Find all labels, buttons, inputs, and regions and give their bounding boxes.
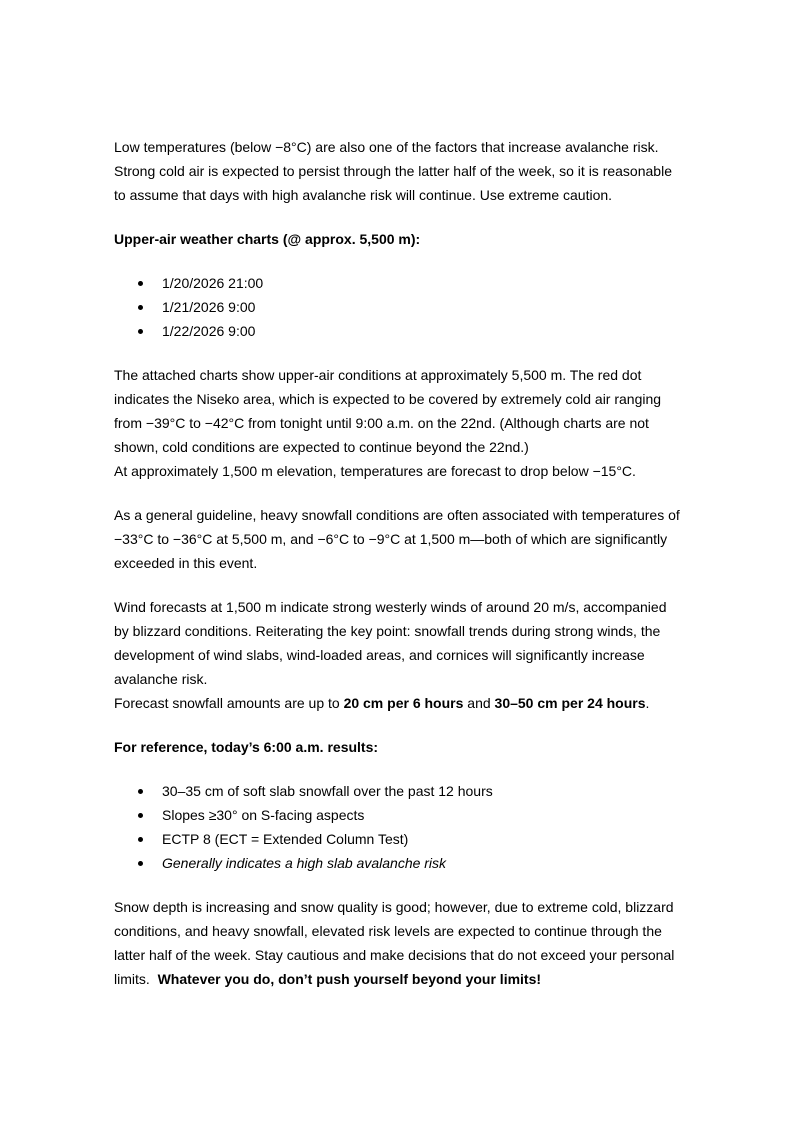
text-segment: . bbox=[645, 695, 650, 711]
text-line: from −39°C to −42°C from tonight until 9:00 a.m. on the 22nd. (Although charts are not bbox=[114, 415, 649, 431]
text-line: by blizzard conditions. Reiterating the key point: snowfall trends during strong winds, the bbox=[114, 623, 661, 639]
paragraph-wind bbox=[114, 595, 694, 715]
text-segment: Forecast snowfall amounts are up to bbox=[114, 695, 344, 711]
list-item: Slopes ≥30° on S-facing aspects bbox=[162, 803, 694, 827]
document-page bbox=[114, 135, 694, 1011]
list-item: ECTP 8 (ECT = Extended Column Test) bbox=[162, 827, 694, 851]
text-line: −33°C to −36°C at 5,500 m, and −6°C to −9°C at 1,500 m—both of which are significantly bbox=[114, 531, 668, 547]
text-segment: limits. bbox=[114, 971, 158, 987]
paragraph-closing bbox=[114, 895, 694, 991]
list-item: Generally indicates a high slab avalanche risk bbox=[162, 851, 694, 875]
text-line: latter half of the week. Stay cautious and make decisions that do not exceed your personal bbox=[114, 947, 675, 963]
charts-heading: Upper-air weather charts (@ approx. 5,500 m): bbox=[114, 231, 421, 247]
text-line: indicates the Niseko area, which is expected to be covered by extremely cold air ranging bbox=[114, 391, 662, 407]
list-item: 1/21/2026 9:00 bbox=[162, 295, 694, 319]
text-line: conditions, and heavy snowfall, elevated risk levels are expected to continue through the bbox=[114, 923, 662, 939]
closing-warning: Whatever you do, don’t push yourself beyond your limits! bbox=[157, 971, 542, 987]
paragraph-guideline bbox=[114, 503, 694, 575]
text-line: The attached charts show upper-air conditions at approximately 5,500 m. The red dot bbox=[114, 367, 642, 383]
results-heading: For reference, today’s 6:00 a.m. results: bbox=[114, 739, 379, 755]
text-line: avalanche risk. bbox=[114, 671, 208, 687]
results-list bbox=[114, 779, 694, 875]
text-line: to assume that days with high avalanche risk will continue. Use extreme caution. bbox=[114, 187, 613, 203]
text-line: As a general guideline, heavy snowfall conditions are often associated with temperatures of bbox=[114, 507, 680, 523]
paragraph-cold-air bbox=[114, 135, 694, 207]
text-line: At approximately 1,500 m elevation, temperatures are forecast to drop below −15°C. bbox=[114, 463, 636, 479]
list-item: 1/22/2026 9:00 bbox=[162, 319, 694, 343]
text-line: Snow depth is increasing and snow quality is good; however, due to extreme cold, blizzard bbox=[114, 899, 674, 915]
text-segment: and bbox=[463, 695, 495, 711]
snowfall-24h-amount: 30–50 cm per 24 hours bbox=[494, 695, 646, 711]
text-line: Wind forecasts at 1,500 m indicate strong westerly winds of around 20 m/s, accompanied bbox=[114, 599, 667, 615]
snowfall-6h-amount: 20 cm per 6 hours bbox=[343, 695, 464, 711]
list-item: 1/20/2026 21:00 bbox=[162, 271, 694, 295]
charts-list bbox=[114, 271, 694, 343]
list-item: 30–35 cm of soft slab snowfall over the past 12 hours bbox=[162, 779, 694, 803]
text-line: shown, cold conditions are expected to continue beyond the 22nd.) bbox=[114, 439, 529, 455]
text-line: exceeded in this event. bbox=[114, 555, 258, 571]
text-line: Strong cold air is expected to persist through the latter half of the week, so it is reasonable bbox=[114, 163, 672, 179]
text-line: development of wind slabs, wind-loaded areas, and cornices will significantly increase bbox=[114, 647, 645, 663]
paragraph-upper-air bbox=[114, 363, 694, 483]
text-line: Low temperatures (below −8°C) are also one of the factors that increase avalanche risk. bbox=[114, 139, 659, 155]
